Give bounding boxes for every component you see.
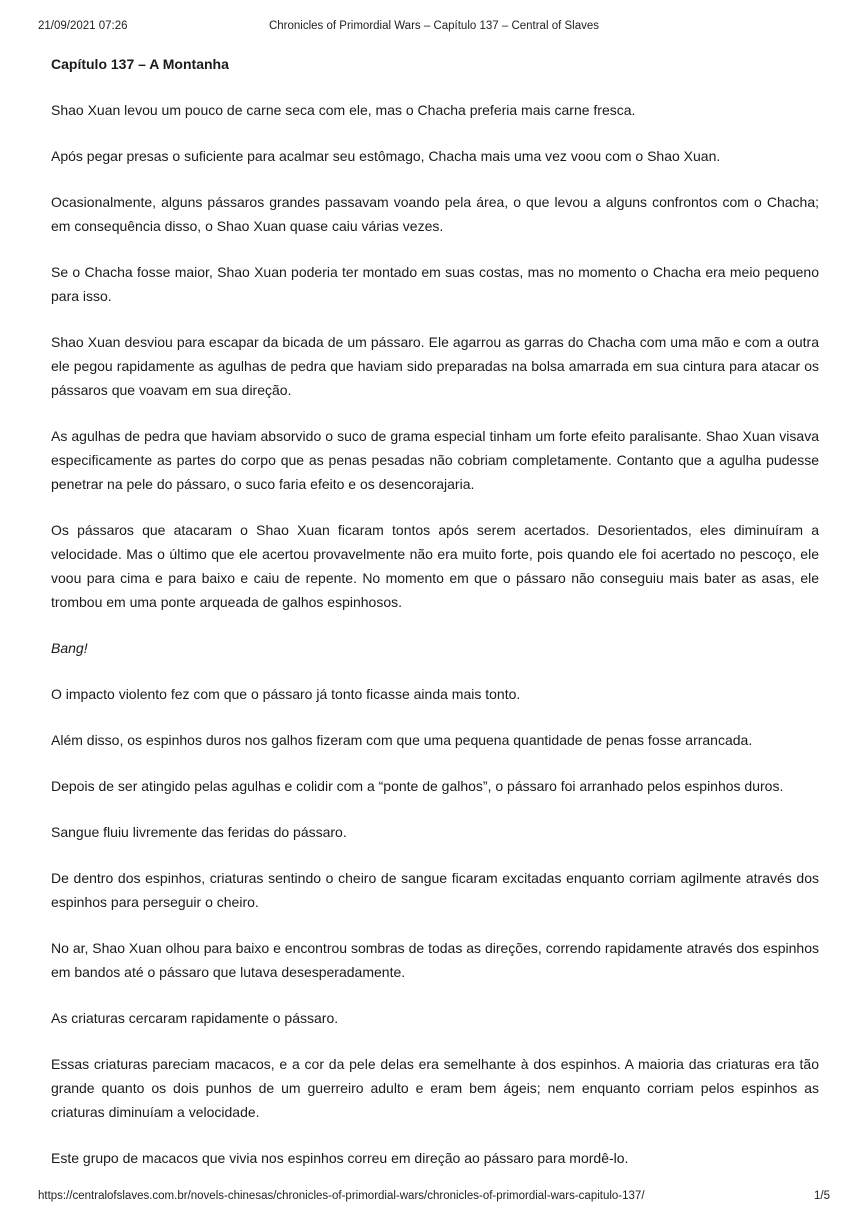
paragraph: Este grupo de macacos que vivia nos espinhos correu em direção ao pássaro para mordê-lo. xyxy=(51,1150,629,1166)
paragraph: As agulhas de pedra que haviam absorvido o suco de grama especial tinham um forte efeito paralisante. Shao Xuan visava especificamente as partes do corpo que as penas pesadas não cobriam completamente. Contanto que a agulha pudesse penetrar na pele do pássaro, o suco faria efeito e os desencorajaria. xyxy=(51,428,819,492)
chapter-title: Capítulo 137 – A Montanha xyxy=(51,56,229,72)
paragraph: Se o Chacha fosse maior, Shao Xuan poderia ter montado em suas costas, mas no momento o Chacha era meio pequeno para isso. xyxy=(51,264,819,304)
paragraph-italic: Bang! xyxy=(51,640,88,656)
page-number: 1/5 xyxy=(814,1190,830,1202)
paragraph: De dentro dos espinhos, criaturas sentindo o cheiro de sangue ficaram excitadas enquanto corriam agilmente através dos espinhos para perseguir o cheiro. xyxy=(51,870,819,910)
print-date: 21/09/2021 07:26 xyxy=(38,20,128,32)
paragraph: Shao Xuan desviou para escapar da bicada de um pássaro. Ele agarrou as garras do Chacha com uma mão e com a outra ele pegou rapidamente as agulhas de pedra que haviam sido preparadas na bolsa amarrada em sua cintura para atacar os pássaros que voavam em sua direção. xyxy=(51,334,819,398)
paragraph: Depois de ser atingido pelas agulhas e colidir com a “ponte de galhos”, o pássaro foi arranhado pelos espinhos duros. xyxy=(51,778,784,794)
paragraph: O impacto violento fez com que o pássaro já tonto ficasse ainda mais tonto. xyxy=(51,686,521,702)
paragraph: Após pegar presas o suficiente para acalmar seu estômago, Chacha mais uma vez voou com o Shao Xuan. xyxy=(51,148,721,164)
page-url: https://centralofslaves.com.br/novels-chinesas/chronicles-of-primordial-wars/chronicles-of-primordial-wars-capitulo-137/ xyxy=(38,1190,645,1202)
print-header xyxy=(38,20,830,36)
article-body xyxy=(51,55,819,1192)
paragraph: Além disso, os espinhos duros nos galhos fizeram com que uma pequena quantidade de penas fosse arrancada. xyxy=(51,732,753,748)
paragraph: Essas criaturas pareciam macacos, e a cor da pele delas era semelhante à dos espinhos. A maioria das criaturas era tão grande quanto os dois punhos de um guerreiro adulto e eram bem ágeis; nem enquanto corriam pelos espinhos as criaturas diminuíam a velocidade. xyxy=(51,1056,819,1120)
print-footer xyxy=(38,1190,830,1206)
paragraph: Sangue fluiu livremente das feridas do pássaro. xyxy=(51,824,347,840)
paragraph: No ar, Shao Xuan olhou para baixo e encontrou sombras de todas as direções, correndo rapidamente através dos espinhos em bandos até o pássaro que lutava desesperadamente. xyxy=(51,940,819,980)
page-title: Chronicles of Primordial Wars – Capítulo 137 – Central of Slaves xyxy=(268,20,600,32)
paragraph: Shao Xuan levou um pouco de carne seca com ele, mas o Chacha preferia mais carne fresca. xyxy=(51,102,636,118)
paragraph: Ocasionalmente, alguns pássaros grandes passavam voando pela área, o que levou a alguns confrontos com o Chacha; em consequência disso, o Shao Xuan quase caiu várias vezes. xyxy=(51,194,819,234)
paragraph: As criaturas cercaram rapidamente o pássaro. xyxy=(51,1010,339,1026)
paragraph: Os pássaros que atacaram o Shao Xuan ficaram tontos após serem acertados. Desorientados, eles diminuíram a velocidade. Mas o último que ele acertou provavelmente não era muito forte, pois quando ele foi acertado no pescoço, ele voou para cima e para baixo e caiu de repente. No momento em que o pássaro não conseguiu mais bater as asas, ele trombou em uma ponte arqueada de galhos espinhosos. xyxy=(51,522,819,610)
